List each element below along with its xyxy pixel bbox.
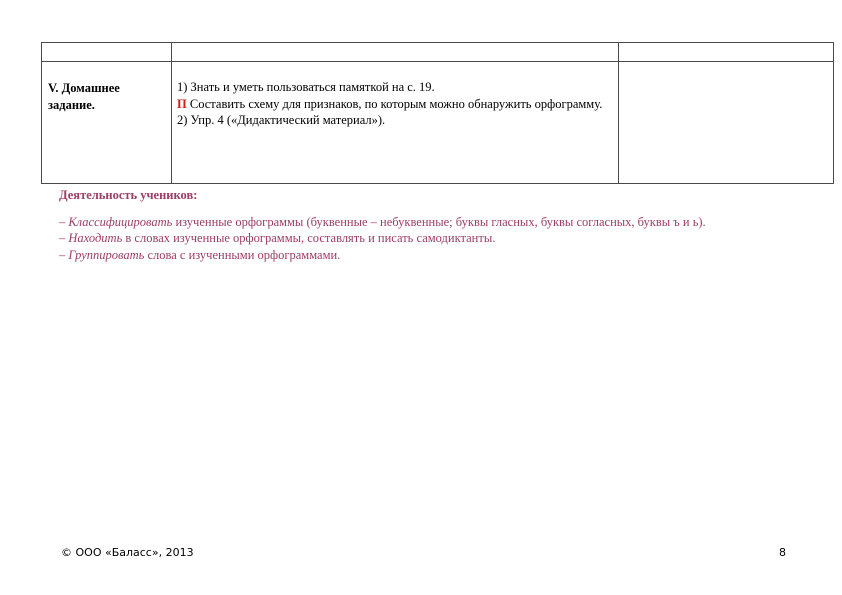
activity-item [59, 230, 819, 247]
footer-copyright: © ООО «Баласс», 2013 [61, 546, 194, 559]
homework-content-cell [172, 62, 619, 184]
activity-verb: – Находить [59, 231, 123, 245]
student-activity-block [59, 187, 819, 263]
homework-line-1 [177, 79, 613, 96]
level-marker: П [177, 96, 187, 111]
page-number: 8 [779, 546, 786, 559]
activity-verb: – Классифицировать [59, 214, 173, 229]
resources-cell [619, 62, 834, 184]
table-cell [619, 43, 834, 62]
lesson-plan-table [41, 42, 834, 184]
homework-text: 2) Упр. 4 («Дидактический материал»). [177, 113, 386, 127]
homework-text: 1) Знать и уметь пользоваться памяткой на с. 19. [177, 80, 435, 94]
activity-text: в словах изученные орфограммы, составлять и писать самодиктанты. [122, 231, 496, 245]
table-row [42, 62, 834, 184]
stage-label: V. Домашнее задание. [48, 81, 120, 112]
activity-text: слова с изученными орфограммами. [144, 247, 341, 262]
activity-verb: – Группировать [59, 247, 145, 262]
table-cell [172, 43, 619, 62]
activity-item [59, 247, 819, 264]
table-row [42, 43, 834, 62]
homework-text: Составить схему для признаков, по которым можно обнаружить орфограмму. [186, 96, 603, 111]
homework-line-3 [177, 112, 613, 129]
activity-text: изученные орфограммы (буквенные – небуквенные; буквы гласных, буквы согласных, буквы ъ и ь). [172, 214, 706, 229]
activity-item [59, 214, 819, 231]
homework-line-2 [177, 96, 613, 113]
stage-label-cell [42, 62, 172, 184]
table-cell [42, 43, 172, 62]
activity-heading: Деятельность учеников: [59, 188, 198, 202]
